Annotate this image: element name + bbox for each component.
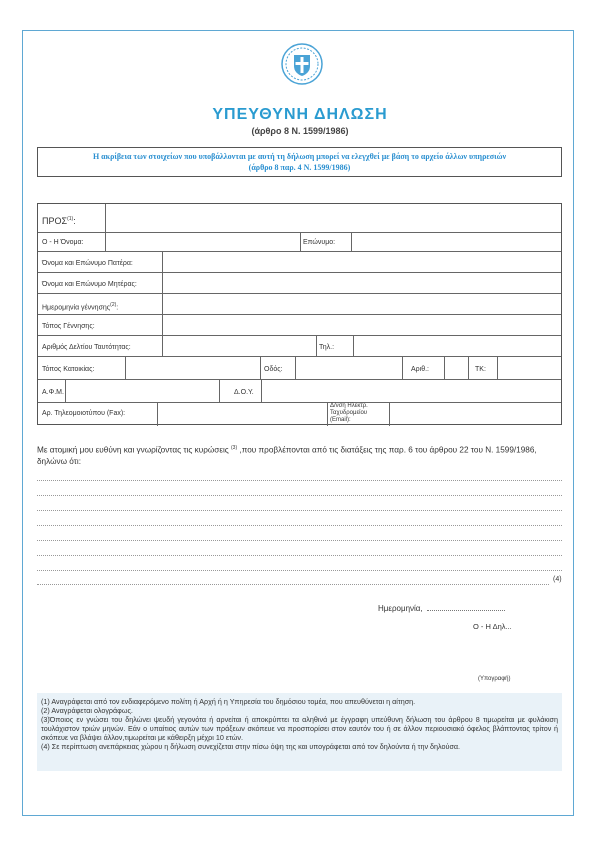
footnote: (1) Αναγράφεται από τον ενδιαφερόμενο πολίτη ή Αρχή ή η Υπηρεσία του δημόσιου τομέα, που απευθύνεται η αίτηση.	[41, 697, 416, 706]
postal-code-label: ΤΚ:	[475, 366, 486, 373]
pros-label: ΠΡΟΣ$^{(1)}$:	[42, 216, 76, 226]
afm-label: Α.Φ.Μ.	[42, 389, 64, 396]
declaration-line	[37, 584, 549, 585]
page-subtitle: (άρθρο 8 Ν. 1599/1986)	[251, 126, 349, 136]
birth-place-label: Τόπος Γέννησης:	[42, 323, 95, 330]
doy-label: Δ.Ο.Υ.	[234, 389, 254, 396]
id-number-label: Αριθμός Δελτίου Ταυτότητας:	[42, 344, 131, 351]
residence-label: Τόπος Κατοικίας:	[42, 366, 95, 373]
signature-label: (Υπογραφή)	[478, 676, 511, 682]
declaration-line	[37, 555, 562, 556]
declaration-text: Με ατομική μου ευθύνη και γνωρίζοντας τις κυρώσεις $^{(3)}$ ,που προβλέπονται από τις διατάξεις της παρ. 6 του άρθρου 22 του Ν. 1599/1986, δηλώνω ότι:	[37, 445, 537, 466]
birth-date-label: Ημερομηνία γέννησης$^{(2)}$:	[42, 302, 119, 312]
phone-label: Τηλ.:	[319, 344, 335, 351]
footnotes-box	[37, 693, 562, 771]
notice-line-2: (άρθρο 8 παρ. 4 Ν. 1599/1986)	[248, 163, 351, 172]
footnote: (4) Σε περίπτωση ανεπάρκειας χώρου η δήλωση συνεχίζεται στην πίσω όψη της και υπογράφεται από τον δηλούντα ή την δηλούσα.	[41, 742, 461, 751]
mother-name-label: Όνομα και Επώνυμο Μητέρας:	[42, 281, 137, 288]
declaration-line	[37, 540, 562, 541]
surname-label: Επώνυμο:	[303, 239, 336, 246]
greek-coat-of-arms-icon	[280, 42, 324, 86]
note-4-marker: (4)	[553, 576, 562, 583]
fax-label: Αρ. Τηλεομοιοτύπου (Fax):	[42, 410, 126, 417]
accuracy-notice	[37, 147, 562, 177]
declaration-line	[37, 480, 562, 481]
declaration-line	[37, 495, 562, 496]
date-field: Ημερομηνία,	[378, 603, 505, 613]
declaration-line	[37, 510, 562, 511]
street-label: Οδός:	[264, 366, 283, 373]
first-name-label: Ο - Η Όνομα:	[42, 239, 84, 246]
declarant-label: Ο - Η Δηλ...	[473, 622, 512, 631]
declaration-line	[37, 570, 562, 571]
personal-details-form	[37, 203, 562, 425]
page-title: ΥΠΕΥΘΥΝΗ ΔΗΛΩΣΗ	[212, 106, 388, 123]
father-name-label: Όνομα και Επώνυμο Πατέρα:	[42, 260, 133, 267]
declaration-line	[37, 525, 562, 526]
notice-line-1: Η ακρίβεια των στοιχείων που υποβάλλονται με αυτή τη δήλωση μπορεί να ελεγχθεί με βάση το αρχείο άλλων υπηρεσιών	[92, 152, 507, 161]
email-label: Δ/νση Ηλεκτρ. Ταχυδρομείου (Email):	[330, 403, 368, 423]
footnote: (2) Αναγράφεται ολογράφως.	[41, 706, 133, 715]
number-label: Αριθ.:	[411, 366, 429, 373]
footnote: (3)Όποιος εν γνώσει του δηλώνει ψευδή γεγονότα ή αρνείται ή αποκρύπτει τα αληθινά με έγγραφη υπεύθυνη δήλωση του άρθρου 8 τιμωρείται με φυλάκιση τουλάχιστον τριών μηνών. Εάν ο υπαίτιος αυτών των πράξεων σκόπευε να προσπορίσει στον εαυτόν του ή σε άλλον περιουσιακό όφελος βλάπτοντας τρίτον ή σκόπευε να βλάψει άλλον,τιμωρείται με κάθειρξη μέχρι 10 ετών.	[41, 715, 558, 742]
